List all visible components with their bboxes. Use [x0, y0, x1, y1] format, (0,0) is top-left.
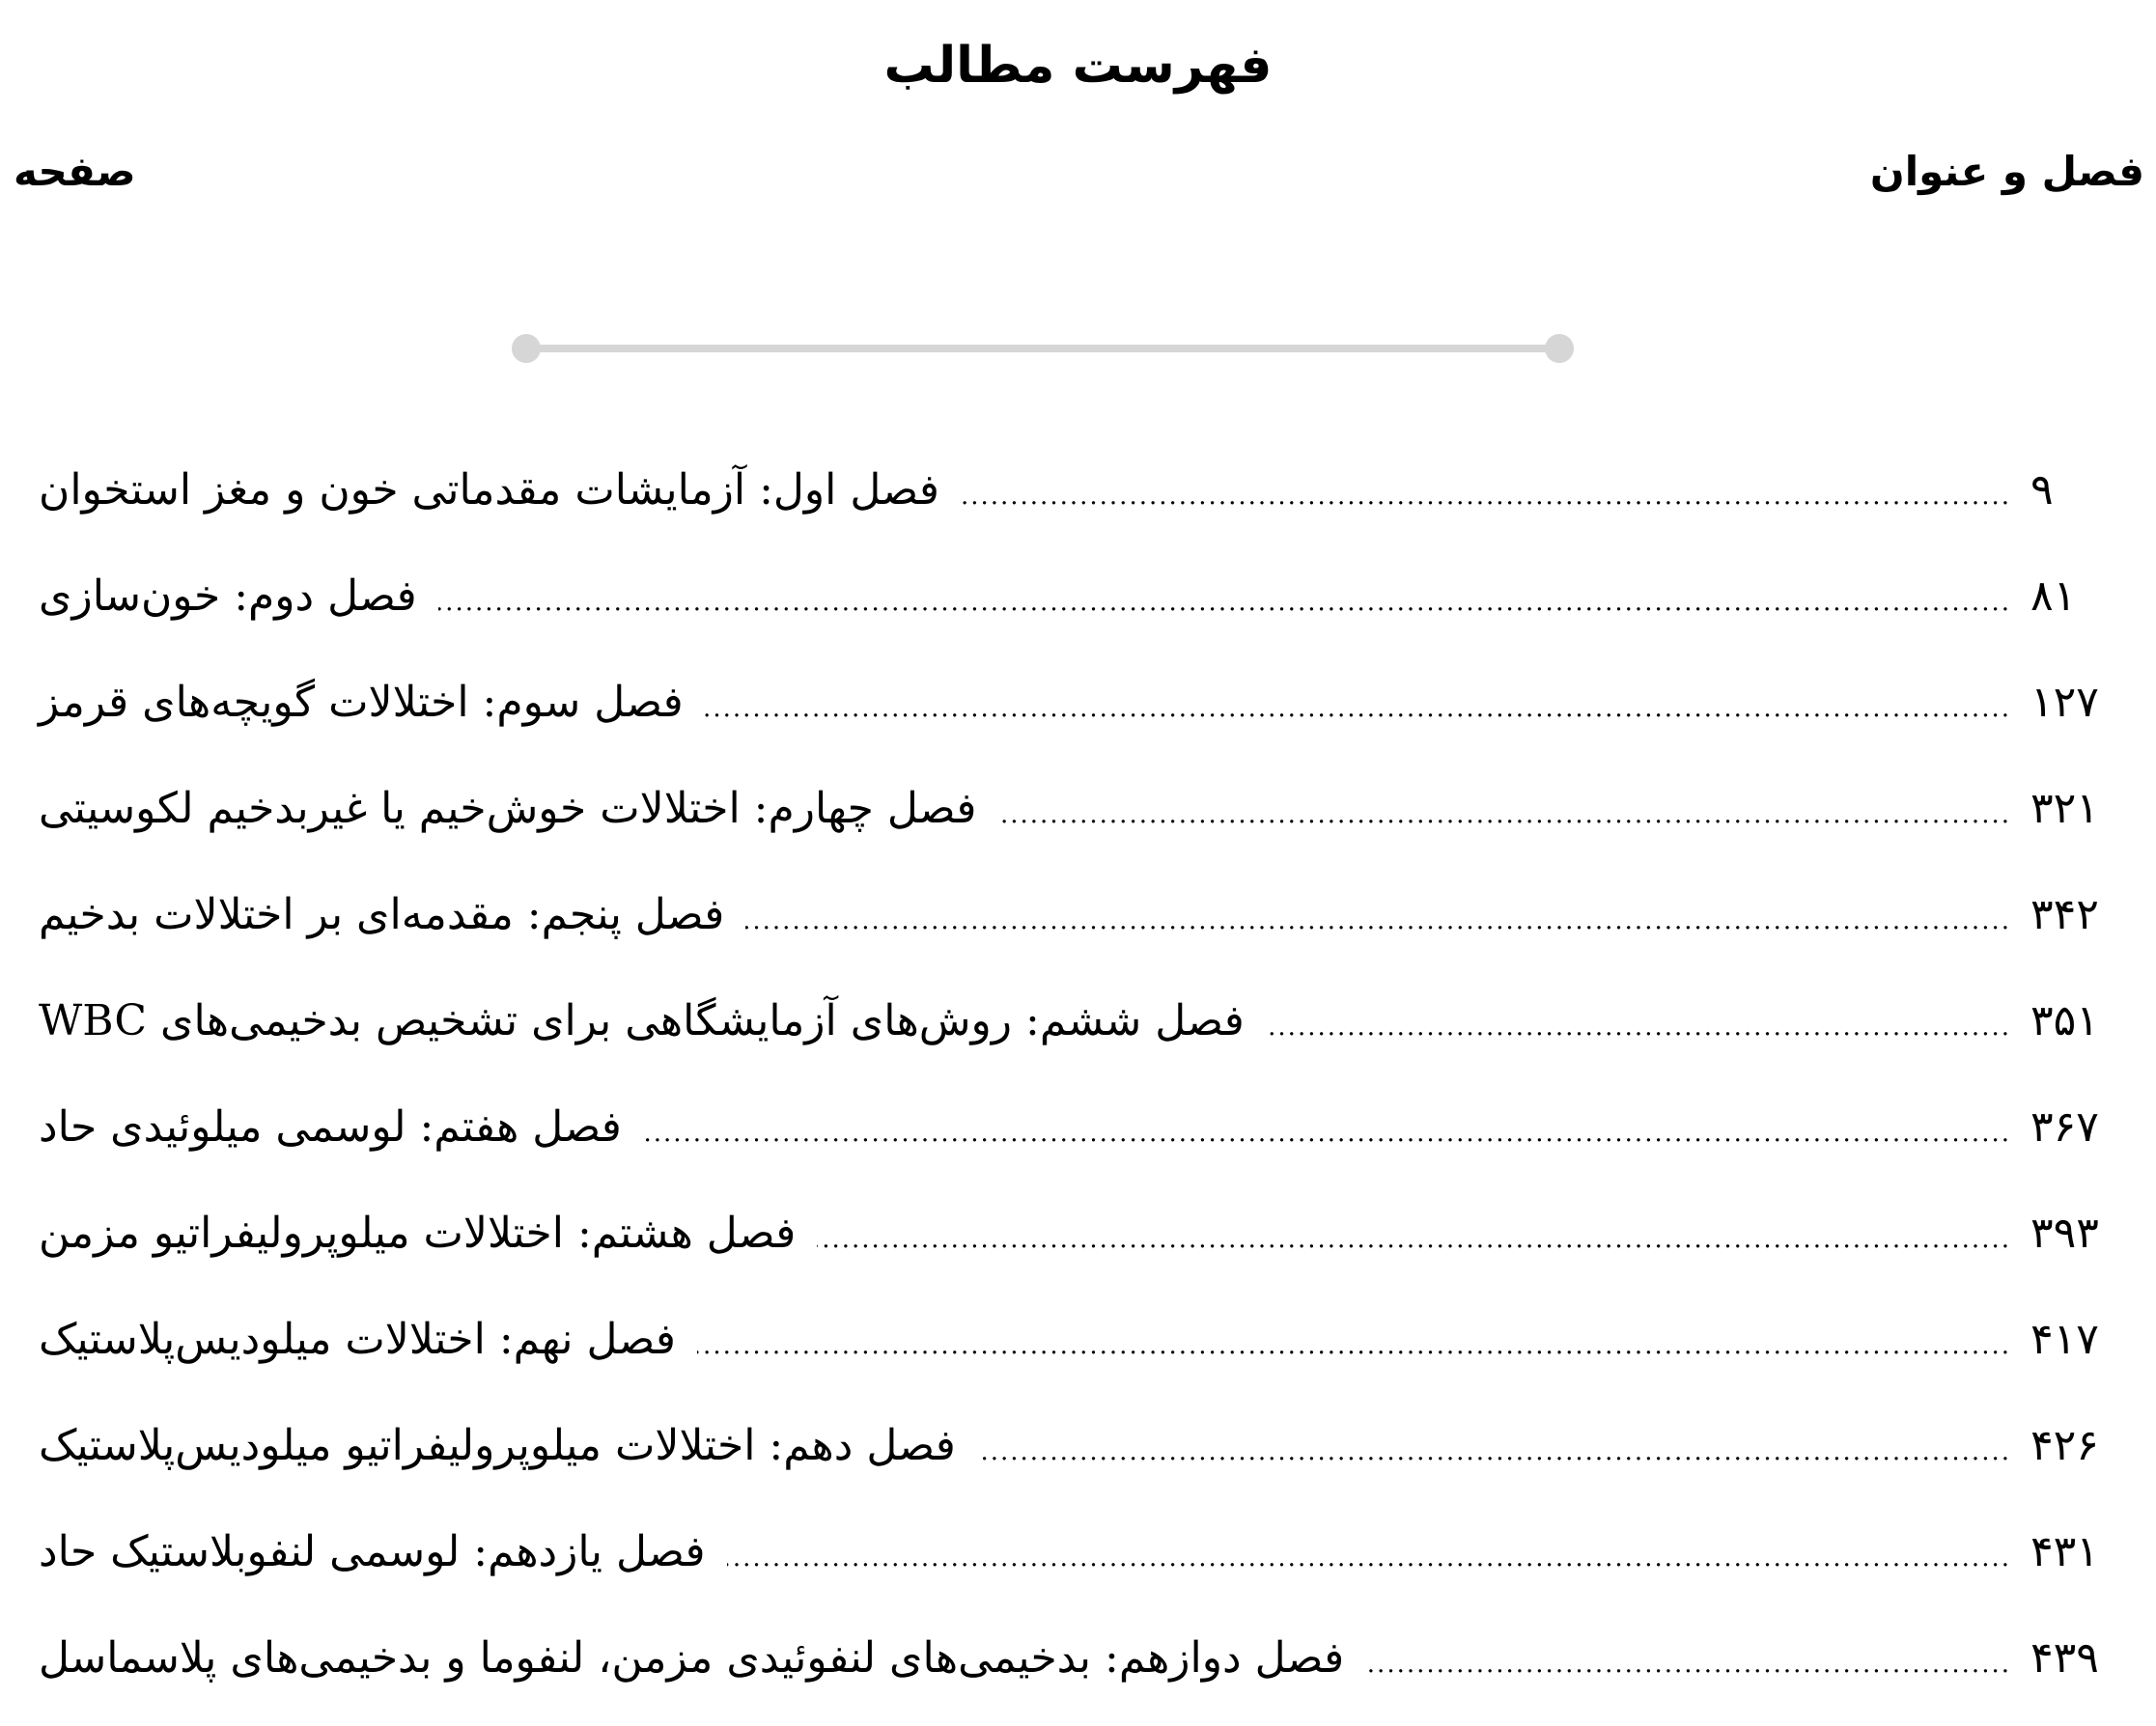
- toc-entry-page: ۹: [2030, 465, 2054, 515]
- toc-entry[interactable]: [39, 877, 2108, 983]
- toc-entry-title: فصل چهارم: اختلالات خوش‌خیم یا غیربدخیم لکوسیتی: [39, 784, 977, 833]
- toc-entry[interactable]: [39, 1514, 2108, 1620]
- toc-dot-leader: [997, 776, 2011, 853]
- toc-entry-title: فصل نهم: اختلالات میلودیس‌پلاستیک: [39, 1315, 676, 1364]
- decorative-divider: [512, 334, 1574, 363]
- toc-entry-page: ۳۴۲: [2030, 890, 2099, 939]
- toc-entry[interactable]: [39, 770, 2108, 877]
- toc-entry-page: ۳۹۳: [2030, 1209, 2099, 1258]
- toc-dot-leader: [727, 1519, 2011, 1597]
- toc-dot-leader: [961, 458, 2011, 535]
- toc-entry-title: فصل ششم: روش‌های آزمایشگاهی برای تشخیص بدخیمی‌های WBC: [39, 996, 1245, 1045]
- toc-dot-leader: [643, 1095, 2011, 1172]
- toc-entry-page: ۴۱۷: [2030, 1315, 2099, 1364]
- toc-entry-title: فصل دوم: خون‌سازی: [39, 571, 417, 621]
- toc-entry[interactable]: [39, 1620, 2108, 1726]
- toc-entry[interactable]: [39, 664, 2108, 770]
- toc-dot-leader: [1365, 1626, 2011, 1703]
- page-column-header: صفحه: [14, 148, 136, 195]
- divider-right-dot: [1545, 334, 1574, 363]
- toc-entry-page: ۴۳۱: [2030, 1527, 2099, 1576]
- toc-dot-leader: [438, 564, 2011, 641]
- toc-entry[interactable]: [39, 1301, 2108, 1407]
- toc-entry[interactable]: [39, 983, 2108, 1089]
- toc-entry-title: فصل هشتم: اختلالات میلوپرولیفراتیو مزمن: [39, 1209, 797, 1258]
- toc-dot-leader: [977, 1413, 2011, 1490]
- toc-dot-leader: [705, 670, 2011, 747]
- toc-entry-title: فصل دوازهم: بدخیمی‌های لنفوئیدی مزمن، لنفوما و بدخیمی‌های پلاسماسل: [39, 1633, 1345, 1683]
- toc-entry-title: فصل یازدهم: لوسمی لنفوبلاستیک حاد: [39, 1527, 706, 1576]
- toc-entry-title: فصل سوم: اختلالات گویچه‌های قرمز: [39, 678, 684, 727]
- toc-entry-title: فصل هفتم: لوسمی میلوئیدی حاد: [39, 1102, 622, 1152]
- toc-entry-title: فصل اول: آزمایشات مقدماتی خون و مغز استخوان: [39, 465, 939, 515]
- toc-entry[interactable]: [39, 452, 2108, 558]
- toc-dot-leader: [697, 1307, 2011, 1384]
- toc-entry-page: ۱۲۷: [2030, 678, 2099, 727]
- divider-bar: [525, 345, 1560, 352]
- page-title: فهرست مطالب: [883, 37, 1273, 95]
- toc-entry-page: ۳۶۷: [2030, 1102, 2099, 1152]
- toc-entry[interactable]: [39, 1195, 2108, 1301]
- toc-entry-title: فصل پنجم: مقدمه‌ای بر اختلالات بدخیم: [39, 890, 725, 939]
- toc-entry-page: ۸۱: [2030, 571, 2077, 621]
- toc-entry-page: ۴۳۹: [2030, 1633, 2099, 1683]
- chapter-column-header: فصل و عنوان: [1869, 148, 2144, 195]
- toc-dot-leader: [817, 1201, 2011, 1278]
- toc-entry[interactable]: [39, 558, 2108, 664]
- toc-dot-leader: [745, 882, 2011, 960]
- toc-entry-page: ۳۵۱: [2030, 996, 2099, 1045]
- toc-entry-title: فصل دهم: اختلالات میلوپرولیفراتیو میلودیس‌پلاستیک: [39, 1421, 956, 1470]
- toc-entry-page: ۴۲۶: [2030, 1421, 2099, 1470]
- toc-entry[interactable]: [39, 1089, 2108, 1195]
- toc-dot-leader: [1266, 988, 2011, 1066]
- toc-entry[interactable]: [39, 1407, 2108, 1514]
- toc-entry-page: ۳۲۱: [2030, 784, 2099, 833]
- table-of-contents: [39, 452, 2108, 1726]
